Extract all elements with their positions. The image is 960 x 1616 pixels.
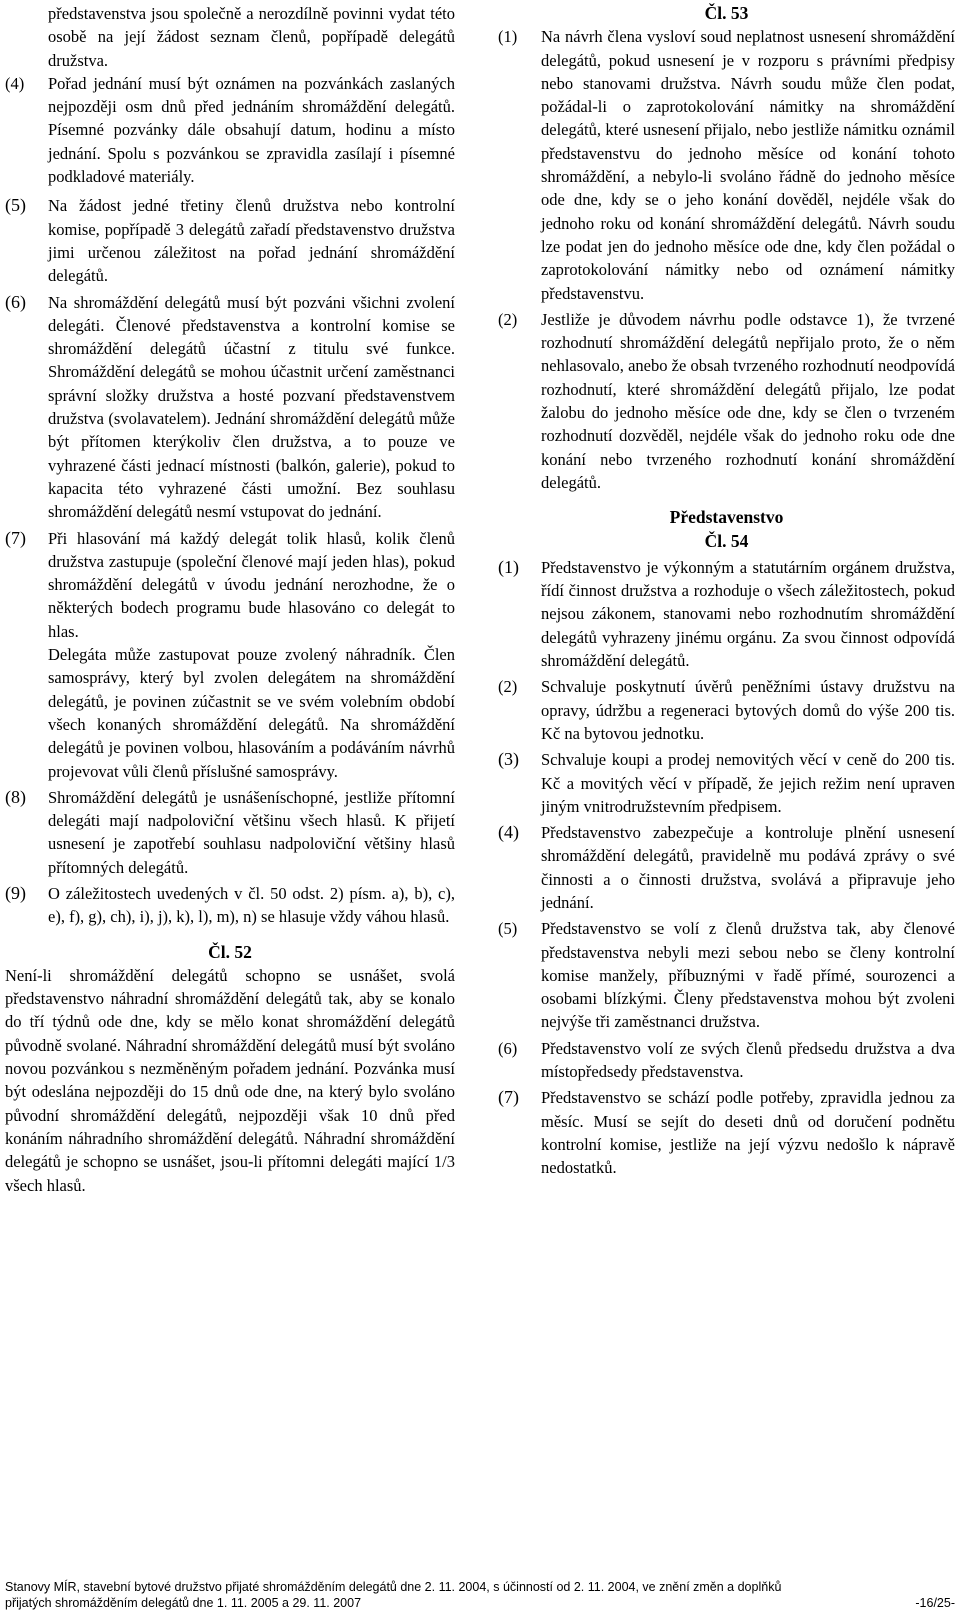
paragraph-text: Na shromáždění delegátů musí být pozváni všichni zvolení delegáti. Členové představenstva a kontrolní komise se shromáždění delegátů účastní z titulu své funkce. Shromáždění delegátů se mohou účastnit určení zaměstnanci správní složky družstva a hosté pozvaní představenstvem družstva (svolavatelem). Jednání shromáždění delegátů může být přítomen kterýkoliv člen družstva, a to pouze ve vyhrazené části jednací místnosti (balkón, galerie), pokud to kapacita této vyhrazené části umožní. Bez souhlasu shromáždění delegátů nesmí vstupovat do jednání. [48,292,455,522]
paragraph-text: Představenstvo zabezpečuje a kontroluje plnění usnesení shromáždění delegátů, pravidelně mu podává zprávy o své činnosti a o činnosti družstva, svolává a připravuje jeho jednání. [541,823,955,912]
paragraph-number: (7) [5,527,26,548]
paragraph-text: Schvaluje koupi a prodej nemovitých věcí v ceně do 200 tis. Kč a movitých věcí v případě, že jejich režim není upraven jiným vnitrodružstevním předpisem. [541,750,955,816]
article-54-paragraph-5 [498,917,955,1033]
paragraph-text: Na návrh člena vysloví soud neplatnost usnesení shromáždění delegátů, pokud usnesení je v rozporu s právními předpisy nebo stanovami družstva. Návrh soudu může člen podat, požádal-li o zaprotokolování námitky na shromáždění delegátů, které usnesení přijalo, nebo jestliže námitku oznámil představenstvu do jednoho měsíce od konání tohoto shromáždění, a nebylo-li svoláno řádně do jednoho měsíce ode dne, kdy se o jeho konání dověděl, nejdéle však do jednoho roku od konání shromáždění delegátů. Návrh soudu lze podat jen do jednoho měsíce ode dne, kdy člen požádal o zaprotokolování námitky nebo od oznámení námitky představenstvu. [541,27,955,303]
article-54-heading: Čl. 54 [704,530,749,551]
paragraph-text: O záležitostech uvedených v čl. 50 odst. 2) písm. a), b), c), e), f), g), ch), i), j), k), l), m), n) se hlasuje vždy váhou hlasů. [48,883,455,927]
page-footer [5,1579,955,1611]
paragraph-4 [5,72,455,188]
left-column [5,2,455,1197]
paragraph-number: (6) [498,1038,518,1058]
paragraph-text: Jestliže je důvodem návrhu podle odstavce 1), že tvrzené rozhodnutí shromáždění delegátů nepřijalo proto, že o něm nehlasovalo, anebo že obsah tvrzeného rozhodnutí neodpovídá rozhodnutí, které shromáždění delegátů přijalo, lze podat žalobu do jednoho měsíce ode dne, kdy se člen o tvrzeném rozhodnutí dozvěděl, nejdéle však do jednoho roku ode dne konání nebo tvrzeného rozhodnutí konání shromáždění delegátů. [541,309,955,492]
article-54-paragraph-2 [498,675,955,745]
paragraph-number: (1) [498,27,518,47]
paragraph-5 [5,194,455,287]
paragraph-text: Představenstvo se schází podle potřeby, zpravidla jednou za měsíc. Musí se sejít do deseti dnů od doručení podnětu kontrolní komise, jestliže na její výzvu nedošlo k nápravě nedostatků. [541,1088,955,1178]
paragraph-text: Shromáždění delegátů je usnášeníschopné, jestliže přítomní delegáti mají nadpoloviční většinu všech hlasů. K přijetí usnesení je zapotřebí souhlasu nadpoloviční většiny hlasů přítomných delegátů. [48,787,455,877]
paragraph-number: (2) [498,309,518,329]
paragraph-text: Pořad jednání musí být oznámen na pozvánkách zaslaných nejpozději osm dnů před jednáním shromáždění delegátů. Písemné pozvánky dále obsahují datum, hodinu a místo jednání. Spolu s pozvánkou se zpravidla zasílají i písemné podkladové materiály. [48,73,455,187]
paragraph-number: (8) [5,786,26,807]
paragraph-text: Delegáta může zastupovat pouze zvolený náhradník. Člen samosprávy, který byl zvolen delegátem na shromáždění delegátů, je povinen zúčastnit se ve svém volebním období všech konaných shromáždění delegátů. Na shromáždění delegátů je povinen volbou, hlasováním a podáváním návrhů projevovat vůli členů příslušné samosprávy. [48,645,455,781]
footer-line-2: přijatých shromážděním delegátů dne 1. 11. 2005 a 29. 11. 2007 [5,1596,362,1610]
article-53-paragraph-2 [498,308,955,494]
footer-line-1: Stanovy MÍR, stavební bytové družstvo přijaté shromážděním delegátů dne 2. 11. 2004, s účinností od 2. 11. 2004, ve znění změn a doplňků [5,1580,782,1594]
paragraph-text: Představenstvo je výkonným a statutárním orgánem družstva, řídí činnost družstva a rozhoduje o všech záležitostech, pokud nejsou zákonem, stanovami nebo rozhodnutím shromáždění delegátů vyhrazeny jinému orgánu. Za svou činnost odpovídá shromáždění delegátů. [541,557,955,671]
footer-row [5,1595,955,1611]
article-54-paragraph-6 [498,1037,955,1084]
paragraph-number: (5) [5,195,26,216]
paragraph-number: (6) [5,291,26,312]
paragraph-number: (4) [5,73,25,93]
paragraph-7-continued [5,643,455,783]
article-54-paragraph-1 [498,556,955,672]
article-52-text: Není-li shromáždění delegátů schopno se usnášet, svolá představenstvo náhradní shromáždění delegátů tak, aby se konalo do tří týdnů ode dne, kdy se mělo konat shromáždění delegátů původně svolané. Náhradní shromáždění delegátů musí být svoláno novou pozvánkou s nezměněným pořadem jednání. Pozvánka musí být odeslána nejpozději do 15 dnů ode dne, na který bylo svoláno původní shromáždění delegátů, nejpozději však 10 dnů před konáním náhradního shromáždění delegátů. Náhradní shromáždění delegátů je schopno se usnášet, jsou-li přítomni delegáti mající 1/3 všech hlasů. [5,965,455,1195]
continuation-paragraph: představenstva jsou společně a nerozdílně povinni vydat této osobě na její žádost seznam členů, popřípadě delegátů družstva. [48,4,455,70]
paragraph-number: (9) [5,882,26,903]
paragraph-number: (5) [498,919,518,939]
paragraph-text: Představenstvo volí ze svých členů předsedu družstva a dva místopředsedy představenstva. [541,1038,955,1082]
paragraph-text: Na žádost jedné třetiny členů družstva nebo kontrolní komise, popřípadě 3 delegátů zařadí představenstvo družstva jimi určenou záležitost na pořad jednání shromáždění delegátů. [48,196,455,286]
article-54-paragraph-7 [498,1086,955,1179]
section-title: Představenstvo [669,507,784,528]
paragraph-text: Schvaluje poskytnutí úvěrů peněžními ústavy družstvu na opravy, údržbu a regeneraci bytových domů do výše 200 tis. Kč na bytovou jednotku. [541,677,955,743]
paragraph-9 [5,882,455,929]
paragraph-8 [5,786,455,879]
article-54-paragraph-4 [498,821,955,914]
article-53-heading: Čl. 53 [704,3,749,23]
paragraph-number: (4) [498,822,519,843]
article-54-paragraph-3 [498,748,955,818]
page-number: -16/25- [915,1596,955,1610]
right-column [498,2,955,1180]
paragraph-text: Představenstvo se volí z členů družstva tak, aby členové představenstva nebyli mezi sebou nebo se členy kontrolní komise manžely, příbuznými v řadě přímé, sourozenci a osobami blízkými. Členy představenstva mohou být zvoleni nejvýše tři zaměstnanci družstva. [541,919,955,1032]
paragraph-7 [5,527,455,643]
paragraph-number [5,643,48,783]
article-52-heading: Čl. 52 [208,941,252,962]
paragraph-number: (2) [498,677,518,697]
paragraph-text: Při hlasování má každý delegát tolik hlasů, kolik členů družstva zastupuje (společní členové mají jeden hlas), pokud shromáždění delegátů v úvodu jednání nerozhodne, že o některých bodech programu bude hlasováno co delegát to hlas. [48,528,455,641]
paragraph-number: (1) [498,556,519,577]
article-53-paragraph-1 [498,25,955,305]
paragraph-6 [5,291,455,524]
paragraph-number: (3) [498,749,519,770]
paragraph-number: (7) [498,1087,519,1108]
